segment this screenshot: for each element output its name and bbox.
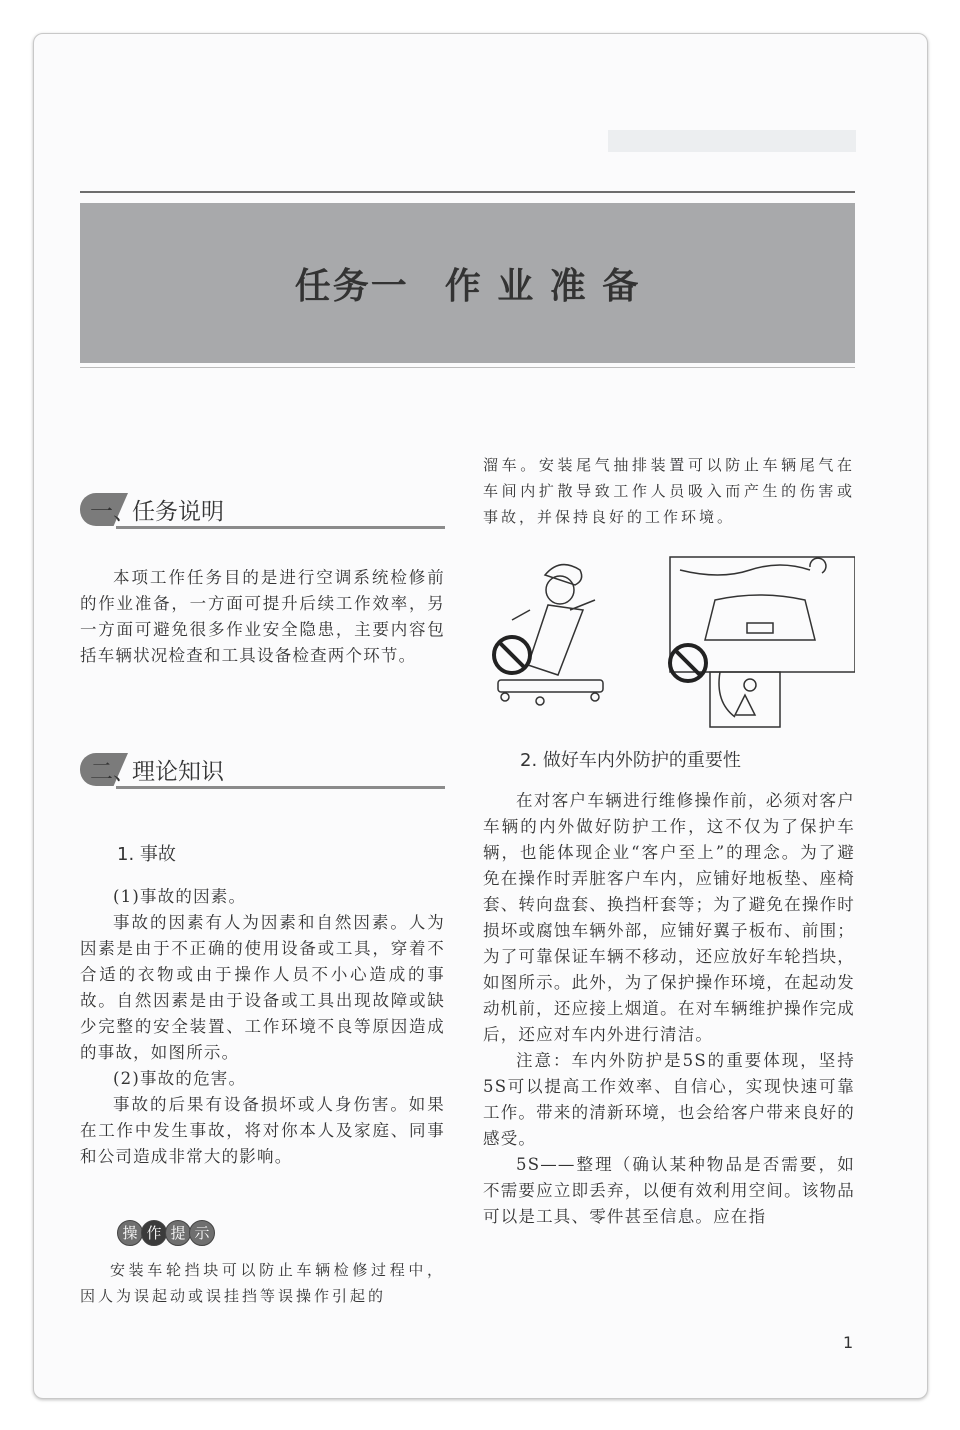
heading-underline [116,786,445,789]
badge-char: 作 [141,1220,167,1246]
operation-tip-badge [117,1220,213,1246]
top-rule [80,191,855,193]
section-title: 理论知识 [132,759,224,785]
page-number: 1 [843,1333,854,1352]
paragraph: 5S——整理（确认某种物品是否需要，如不需要应立即丢弃，以便有效利用空间。该物品可以是工具、零件甚至信息。应在指 [483,1155,855,1226]
banner-title [295,258,641,309]
prohibited-icon [494,637,530,673]
paragraph-heading: (1)事故的因素。 [113,887,247,906]
tip-text-left [80,1257,445,1309]
running-header-ghost [608,130,856,152]
paragraph: 安装车轮挡块可以防止车辆检修过程中，因人为误起动或误挂挡等误操作引起的 [80,1261,445,1305]
badge-char: 操 [117,1220,143,1246]
section-number: 一、 [90,499,136,525]
paragraph-heading: (2)事故的危害。 [113,1069,247,1088]
accident-text [80,884,445,1170]
badge-char: 示 [189,1220,215,1246]
paragraph: 在对客户车辆进行维修操作前，必须对客户车辆的内外做好防护工作，这不仅为了保护车辆，也能体现企业“客户至上”的理念。为了避免在操作时弄脏客户车内，应铺好地板垫、座椅套、转向盘套、换挡杆套等；为了避免在操作时损坏或腐蚀车辆外部，应铺好翼子板布、前围；为了可靠保证车辆不移动，还应放好车轮挡块，如图所示。此外，为了保护操作环境，在起动发动机前，还应接上烟道。在对车辆维护操作完成后，还应对车内外进行清洁。 [483,791,855,1044]
bottom-rule [80,367,855,368]
safety-illustration [480,545,855,735]
task-description-text [80,565,445,669]
paragraph: 溜车。安装尾气抽排装置可以防止车辆尾气在车间内扩散导致工作人员吸入而产生的伤害或事故，并保持良好的工作环境。 [483,456,855,526]
section-heading-theory [80,753,445,789]
prohibited-icon [670,645,706,681]
section-heading-task-description [80,493,445,529]
task-label: 任务一 [294,264,409,307]
paragraph: 事故的后果有设备损坏或人身伤害。如果在工作中发生事故，将对你本人及家庭、同事和公司造成非常大的影响。 [80,1095,445,1166]
protection-text [483,788,855,1230]
task-banner [80,203,855,363]
paragraph: 本项工作任务目的是进行空调系统检修前的作业准备，一方面可提升后续工作效率，另一方面可避免很多作业安全隐患，主要内容包括车辆状况检查和工具设备检查两个环节。 [80,568,445,665]
car-garage-figure [670,557,855,727]
tip-text-right [483,452,855,530]
paragraph: 注意：车内外防护是5S的重要体现，坚持5S可以提高工作效率、自信心，实现快速可靠工作。带来的清新环境，也会给客户带来良好的感受。 [483,1051,855,1148]
badge-char: 提 [165,1220,191,1246]
heading-underline [116,526,445,529]
task-title: 作 业 准 备 [444,264,641,307]
section-number: 二、 [90,759,136,785]
subsection-title-accident: 1. 事故 [117,844,176,865]
section-title: 任务说明 [132,499,224,525]
paragraph: 事故的因素有人为因素和自然因素。人为因素是由于不正确的使用设备或工具，穿着不合适的衣物或由于操作人员不小心造成的事故。自然因素是由于设备或工具出现故障或缺少完整的安全装置、工作环境不良等原因造成的事故，如图所示。 [80,913,445,1062]
creeper-worker-figure [498,565,603,705]
subsection-title-protection: 2. 做好车内外防护的重要性 [520,750,741,771]
